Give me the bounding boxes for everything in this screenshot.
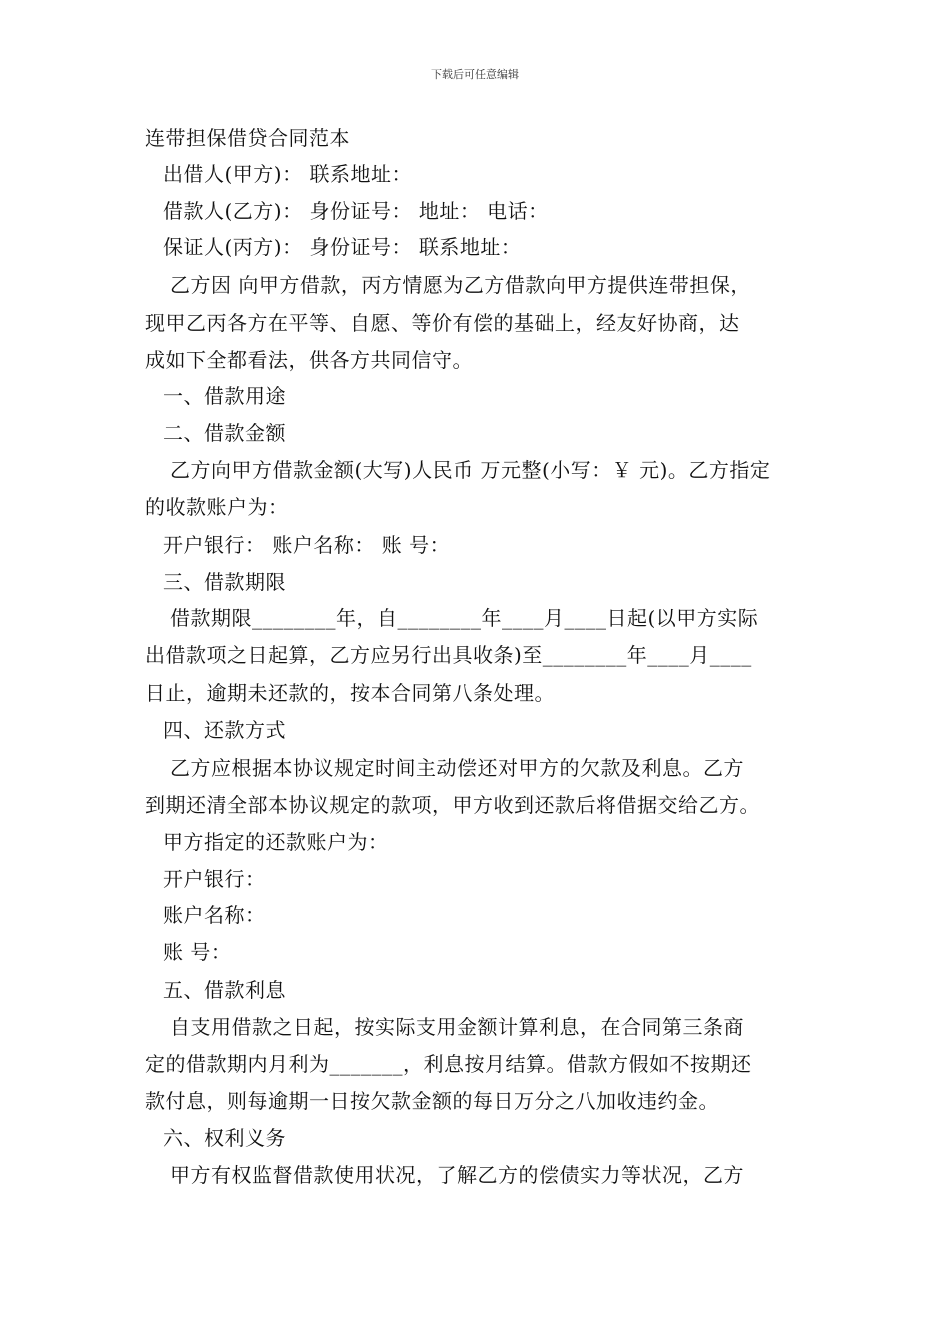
section-heading-5: 五、借款利息: [163, 978, 286, 1002]
lender-line: 出借人(甲方)： 联系地址：: [163, 162, 412, 186]
preamble-line-2: 现甲乙丙各方在平等、自愿、等价有偿的基础上，经友好协商，达: [145, 311, 740, 335]
interest-line-2: 定的借款期内月利为_______，利息按月结算。借款方假如不按期还: [145, 1052, 752, 1076]
section-heading-1: 一、借款用途: [163, 384, 286, 408]
term-line-3: 日止，逾期未还款的，按本合同第八条处理。: [145, 681, 555, 705]
section-heading-2: 二、借款金额: [163, 421, 286, 445]
repayment-line-2: 到期还清全部本协议规定的款项，甲方收到还款后将借据交给乙方。: [145, 793, 760, 817]
receiving-account-line: 开户银行： 账户名称： 账 号：: [163, 533, 451, 557]
interest-line-3: 款付息，则每逾期一日按欠款金额的每日万分之八加收违约金。: [145, 1089, 719, 1113]
preamble-line-3: 成如下全都看法，供各方共同信守。: [145, 348, 473, 372]
guarantor-line: 保证人(丙方)： 身份证号： 联系地址：: [163, 235, 522, 259]
section-heading-3: 三、借款期限: [163, 570, 286, 594]
borrower-line: 借款人(乙方)： 身份证号： 地址： 电话：: [163, 199, 549, 223]
page-header-note: 下载后可任意编辑: [431, 68, 519, 81]
interest-line-1: 自支用借款之日起，按实际支用金额计算利息，在合同第三条商: [170, 1015, 744, 1039]
account-number-line: 账 号：: [163, 940, 232, 964]
amount-line-1: 乙方向甲方借款金额(大写)人民币 万元整(小写：￥ 元)。乙方指定: [170, 458, 771, 482]
term-line-2: 出借款项之日起算，乙方应另行出具收条)至________年____月____: [145, 643, 752, 667]
account-name-line: 账户名称：: [163, 903, 266, 927]
section-heading-4: 四、还款方式: [163, 718, 286, 742]
section-heading-6: 六、权利义务: [163, 1126, 286, 1150]
amount-line-2: 的收款账户为：: [145, 495, 289, 519]
repayment-line-1: 乙方应根据本协议规定时间主动偿还对甲方的欠款及利息。乙方: [170, 756, 744, 780]
document-title: 连带担保借贷合同范本: [145, 126, 350, 150]
term-line-1: 借款期限________年，自________年____月____日起(以甲方实际: [170, 606, 759, 630]
bank-line: 开户银行：: [163, 867, 266, 891]
repayment-account-line: 甲方指定的还款账户为：: [163, 830, 389, 854]
rights-line-1: 甲方有权监督借款使用状况，了解乙方的偿债实力等状况，乙方: [170, 1163, 744, 1187]
preamble-line-1: 乙方因 向甲方借款，丙方情愿为乙方借款向甲方提供连带担保，: [170, 273, 751, 297]
